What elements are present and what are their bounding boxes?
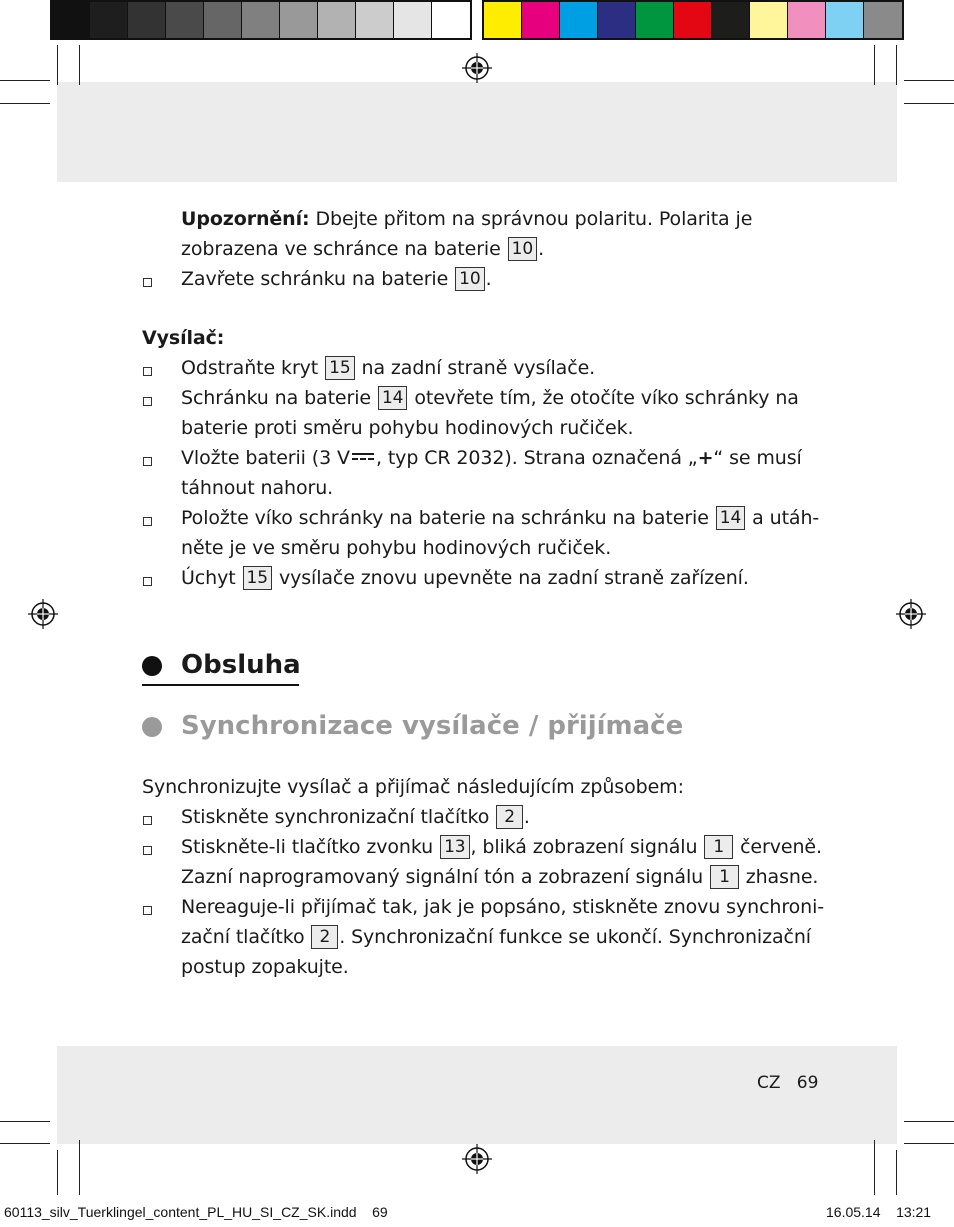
step-text: otevřete tím, že otočíte víko schránky na	[414, 387, 799, 409]
color-swatch	[750, 2, 788, 38]
warning-line-1	[181, 204, 752, 234]
list-bullet	[143, 367, 152, 376]
color-swatch	[318, 2, 356, 38]
registration-mark-icon	[28, 599, 58, 629]
step-text: , typ CR 2032). Strana označená „	[375, 447, 698, 469]
slug-date: 16.05.14	[826, 1204, 881, 1220]
list-bullet	[143, 517, 152, 526]
color-swatch	[522, 2, 560, 38]
color-swatch	[356, 2, 394, 38]
section-title-sync: Synchronizace vysílače / přijímače	[181, 711, 684, 741]
list-bullet	[143, 397, 152, 406]
list-item-continuation: táhnout nahoru.	[181, 477, 334, 499]
punctuation: .	[538, 238, 545, 260]
color-swatch	[394, 2, 432, 38]
step-text: Schránku na baterie	[181, 387, 371, 409]
color-swatch	[560, 2, 598, 38]
print-slug-date	[826, 1204, 931, 1220]
crop-mark	[904, 103, 954, 104]
slug-filename: 60113_silv_Tuerklingel_content_PL_HU_SI_CZ_SK.indd	[4, 1204, 357, 1220]
step-text: červeně.	[740, 836, 822, 858]
step-text: . Synchronizační funkce se ukončí. Synchronizační	[339, 926, 811, 948]
list-bullet	[143, 906, 152, 915]
ref-number: 10	[508, 237, 537, 261]
color-swatch	[674, 2, 712, 38]
plus-sign: +	[697, 447, 714, 469]
crop-mark	[79, 1140, 80, 1195]
step-text: “ se musí	[713, 447, 802, 469]
step-text: Odstraňte kryt	[181, 357, 319, 379]
list-bullet	[143, 457, 152, 466]
list-item-continuation	[181, 922, 811, 952]
step-text: , bliká zobrazení signálu	[470, 836, 698, 858]
header-band	[57, 82, 897, 182]
color-swatch	[52, 2, 90, 38]
list-bullet	[143, 816, 152, 825]
step-text: zační tlačítko	[181, 926, 305, 948]
step-text: Zavřete schránku na baterie	[181, 268, 449, 290]
step-text: Úchyt	[181, 567, 236, 589]
warning-line-2	[181, 234, 544, 264]
ref-number: 15	[243, 566, 272, 590]
step-text: zhasne.	[745, 866, 819, 888]
list-item	[181, 383, 799, 413]
list-bullet	[143, 846, 152, 855]
dc-voltage-icon	[350, 450, 376, 464]
crop-mark	[57, 1150, 58, 1195]
ref-number: 15	[325, 356, 354, 380]
crop-mark	[874, 45, 875, 85]
step-text: Vložte baterii (3 V	[181, 447, 350, 469]
slug-page: 69	[372, 1204, 388, 1220]
crop-mark	[896, 45, 897, 85]
crop-mark	[904, 1121, 954, 1122]
transmitter-heading: Vysílač:	[142, 327, 225, 349]
print-slug-file	[4, 1204, 388, 1220]
color-swatch	[598, 2, 636, 38]
section-bullet-icon	[142, 717, 162, 737]
crop-mark	[57, 45, 58, 85]
crop-mark	[0, 1121, 50, 1122]
warning-label: Upozornění:	[181, 208, 310, 230]
list-item	[181, 443, 802, 473]
color-swatch	[128, 2, 166, 38]
step-text: vysílače znovu upevněte na zadní straně zařízení.	[278, 567, 749, 589]
footer-band	[57, 1046, 897, 1144]
color-swatch	[712, 2, 750, 38]
color-swatch	[166, 2, 204, 38]
list-item: Nereaguje-li přijímač tak, jak je popsáno, stiskněte znovu synchroni-	[181, 896, 825, 918]
list-bullet	[143, 577, 152, 586]
ref-number: 2	[496, 805, 523, 829]
grayscale-color-bar	[50, 0, 472, 40]
list-item	[181, 353, 595, 383]
color-swatch	[90, 2, 128, 38]
slug-time: 13:21	[896, 1204, 932, 1220]
crop-mark	[896, 1150, 897, 1195]
step-text: Stiskněte-li tlačítko zvonku	[181, 836, 434, 858]
list-item	[181, 563, 749, 593]
color-swatch	[204, 2, 242, 38]
crop-mark	[0, 103, 50, 104]
color-swatch	[432, 2, 470, 38]
list-item	[181, 832, 822, 862]
crop-mark	[904, 80, 954, 81]
color-swatch	[788, 2, 826, 38]
language-code: CZ	[757, 1073, 781, 1093]
ref-number: 1	[710, 865, 739, 889]
step-text: na zadní straně vysílače.	[361, 357, 596, 379]
section-title-operation: Obsluha	[181, 650, 301, 680]
page-number-value: 69	[796, 1073, 819, 1093]
registration-mark-icon	[462, 1144, 492, 1174]
crop-mark	[904, 1143, 954, 1144]
step-text: a utáh-	[752, 507, 820, 529]
process-color-bar	[482, 0, 904, 40]
punctuation: .	[523, 806, 530, 828]
list-item-continuation: něte je ve směru pohybu hodinových ručiček.	[181, 537, 612, 559]
warning-text: zobrazena ve schránce na baterie	[181, 238, 501, 260]
color-swatch	[280, 2, 318, 38]
section-underline	[142, 684, 299, 686]
step-text: Stiskněte synchronizační tlačítko	[181, 806, 490, 828]
color-swatch	[864, 2, 902, 38]
color-swatch	[636, 2, 674, 38]
ref-number: 10	[455, 267, 484, 291]
ref-number: 14	[716, 506, 745, 530]
crop-mark	[0, 1143, 50, 1144]
step-text: Položte víko schránky na baterie na schránku na baterie	[181, 507, 709, 529]
crop-mark	[79, 45, 80, 85]
registration-mark-icon	[462, 53, 492, 83]
section-bullet-icon	[142, 656, 162, 676]
list-bullet	[143, 278, 152, 287]
list-item-continuation	[181, 862, 818, 892]
ref-number: 1	[704, 835, 733, 859]
crop-mark	[874, 1140, 875, 1195]
color-swatch	[484, 2, 522, 38]
color-swatch	[242, 2, 280, 38]
crop-mark	[0, 80, 50, 81]
ref-number: 14	[378, 386, 407, 410]
ref-number: 13	[440, 835, 469, 859]
list-item	[181, 264, 492, 294]
color-swatch	[826, 2, 864, 38]
sync-intro: Synchronizujte vysílač a přijímač následujícím způsobem:	[142, 776, 684, 798]
list-item-continuation: postup zopakujte.	[181, 956, 349, 978]
step-text: Zazní naprogramovaný signální tón a zobrazení signálu	[181, 866, 704, 888]
ref-number: 2	[311, 925, 338, 949]
list-item	[181, 802, 530, 832]
list-item-continuation: baterie proti směru pohybu hodinových ručiček.	[181, 417, 634, 439]
page-number	[757, 1073, 818, 1093]
registration-mark-icon	[896, 599, 926, 629]
warning-text: Dbejte přitom na správnou polaritu. Polarita je	[315, 208, 753, 230]
punctuation: .	[485, 268, 492, 290]
list-item	[181, 503, 819, 533]
